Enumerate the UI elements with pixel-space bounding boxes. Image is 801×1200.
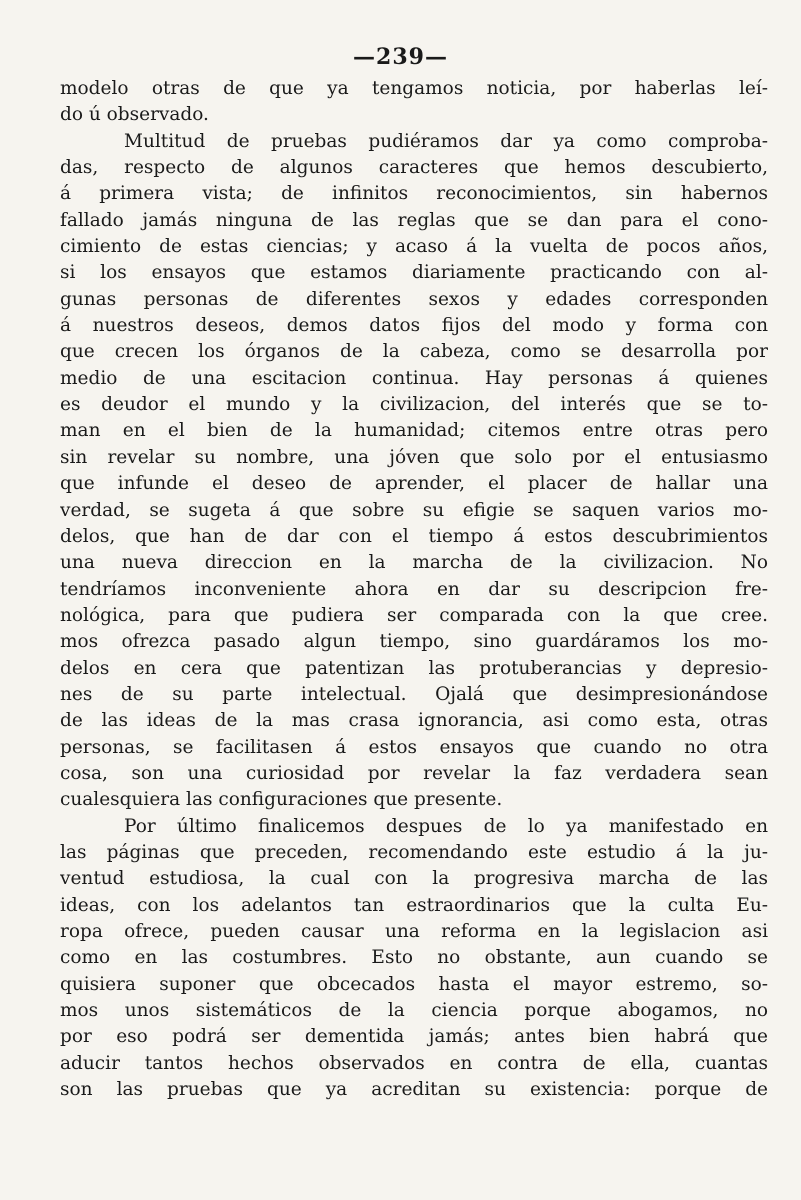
page-number: —239— bbox=[353, 44, 448, 70]
text-line: si los ensayos que estamos diariamente practicando con al- bbox=[60, 262, 768, 284]
text-line: gunas personas de diferentes sexos y edades corresponden bbox=[60, 288, 768, 310]
text-line: que infunde el deseo de aprender, el placer de hallar una bbox=[60, 473, 768, 495]
text-line: ventud estudiosa, la cual con la progresiva marcha de las bbox=[60, 868, 768, 890]
text-line: verdad, se sugeta á que sobre su efigie se saquen varios mo- bbox=[60, 499, 768, 521]
paragraph-start-line: Multitud de pruebas pudiéramos dar ya como comproba- bbox=[124, 130, 768, 152]
text-line: ropa ofrece, pueden causar una reforma en la legislacion asi bbox=[60, 921, 768, 942]
text-line: cimiento de estas ciencias; y acaso á la vuelta de pocos años, bbox=[60, 236, 768, 258]
text-line: medio de una escitacion continua. Hay personas á quienes bbox=[60, 367, 768, 389]
text-line: modelo otras de que ya tengamos noticia, por haberlas leí- bbox=[60, 78, 768, 99]
text-line: nológica, para que pudiera ser comparada con la que cree. bbox=[60, 604, 768, 626]
text-line: mos unos sistemáticos de la ciencia porque abogamos, no bbox=[60, 1000, 768, 1022]
text-line: cualesquiera las configuraciones que presente. bbox=[60, 789, 503, 811]
text-line: sin revelar su nombre, una jóven que solo por el entusiasmo bbox=[60, 446, 768, 468]
text-line: personas, se facilitasen á estos ensayos que cuando no otra bbox=[60, 736, 768, 758]
text-line: tendríamos inconveniente ahora en dar su descripcion fre- bbox=[60, 578, 768, 600]
text-line: son las pruebas que ya acreditan su existencia: porque de bbox=[60, 1079, 768, 1101]
text-line: cosa, son una curiosidad por revelar la faz verdadera sean bbox=[60, 762, 768, 784]
text-line: delos, que han de dar con el tiempo á estos descubrimientos bbox=[60, 525, 768, 547]
text-line: á nuestros deseos, demos datos fijos del modo y forma con bbox=[60, 315, 768, 337]
text-line: man en el bien de la humanidad; citemos entre otras pero bbox=[60, 420, 768, 442]
body-text bbox=[60, 76, 768, 1103]
text-line: das, respecto de algunos caracteres que hemos descubierto, bbox=[60, 157, 768, 179]
text-line: nes de su parte intelectual. Ojalá que desimpresionándose bbox=[60, 683, 768, 705]
text-line: fallado jamás ninguna de las reglas que se dan para el cono- bbox=[60, 209, 768, 231]
text-line: que crecen los órganos de la cabeza, como se desarrolla por bbox=[60, 341, 768, 363]
text-line: las páginas que preceden, recomendando este estudio á la ju- bbox=[60, 841, 768, 863]
text-line: una nueva direccion en la marcha de la civilizacion. No bbox=[60, 552, 768, 574]
text-line: por eso podrá ser dementida jamás; antes bien habrá que bbox=[60, 1026, 768, 1048]
text-line: quisiera suponer que obcecados hasta el mayor estremo, so- bbox=[60, 973, 768, 995]
text-line: á primera vista; de infinitos reconocimientos, sin habernos bbox=[60, 183, 768, 205]
paragraph-start-line: Por último finalicemos despues de lo ya manifestado en bbox=[124, 815, 768, 837]
text-line: aducir tantos hechos observados en contra de ella, cuantas bbox=[60, 1052, 768, 1074]
text-line: mos ofrezca pasado algun tiempo, sino guardáramos los mo- bbox=[60, 631, 768, 653]
text-line: de las ideas de la mas crasa ignorancia, asi como esta, otras bbox=[60, 710, 768, 732]
text-line: ideas, con los adelantos tan estraordinarios que la culta Eu- bbox=[60, 894, 768, 916]
text-line: como en las costumbres. Esto no obstante, aun cuando se bbox=[60, 947, 768, 969]
text-line: delos en cera que patentizan las protuberancias y depresio- bbox=[60, 657, 768, 679]
text-line: do ú observado. bbox=[60, 104, 209, 126]
text-line: es deudor el mundo y la civilizacion, del interés que se to- bbox=[60, 394, 768, 416]
